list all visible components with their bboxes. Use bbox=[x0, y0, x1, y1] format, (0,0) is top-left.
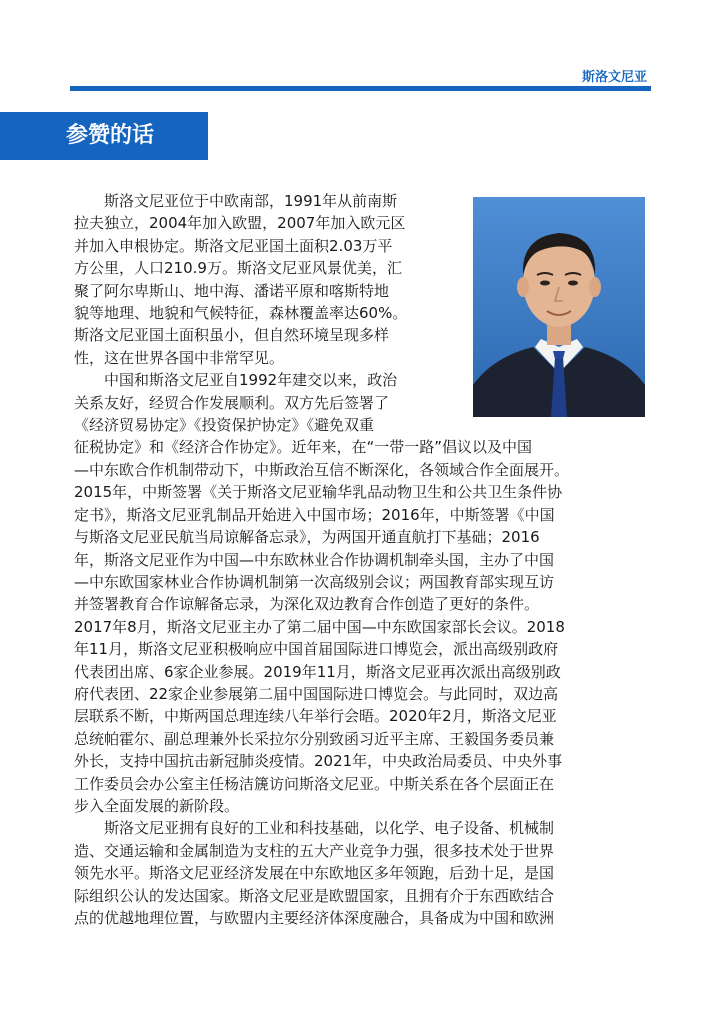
running-header-title: 斯洛文尼亚 bbox=[581, 70, 647, 85]
text-line: 聚了阿尔卑斯山、地中海、潘诺平原和喀斯特地 bbox=[74, 281, 390, 300]
text-line: 并签署教育合作谅解备忘录，为深化双边教育合作创造了更好的条件。 bbox=[74, 595, 540, 614]
text-line: 步入全面发展的新阶段。 bbox=[74, 796, 240, 815]
text-line: 年，斯洛文尼亚作为中国—中东欧林业合作协调机制牵头国，主办了中国 bbox=[74, 550, 555, 569]
text-line: 斯洛文尼亚位于中欧南部，1991年从前南斯 bbox=[104, 192, 398, 210]
text-line: 点的优越地理位置，与欧盟内主要经济体深度融合，具备成为中国和欧洲 bbox=[74, 909, 555, 927]
text-line: —中东欧国家林业合作协调机制第一次高级别会议；两国教育部实现互访 bbox=[74, 572, 555, 591]
text-line: 中国和斯洛文尼亚自1992年建交以来，政治 bbox=[104, 371, 398, 390]
text-line: 总统帕霍尔、副总理兼外长采拉尔分别致函习近平主席、王毅国务委员兼 bbox=[74, 729, 555, 748]
text-line: 2015年，中斯签署《关于斯洛文尼亚输华乳品动物卫生和公共卫生条件协 bbox=[74, 483, 563, 502]
text-line: 府代表团、22家企业参展第二届中国国际进口博览会。与此同时，双边高 bbox=[74, 684, 559, 703]
text-line: 斯洛文尼亚拥有良好的工业和科技基础，以化学、电子设备、机械制 bbox=[104, 819, 555, 838]
section-title-banner: 参赞的话 bbox=[0, 112, 208, 160]
text-line: 造、交通运输和金属制造为支柱的五大产业竞争力强，很多技术处于世界 bbox=[74, 841, 555, 860]
text-line: 并加入申根协定。斯洛文尼亚国土面积2.03万平 bbox=[74, 236, 393, 255]
text-line: 工作委员会办公室主任杨洁篪访问斯洛文尼亚。中斯关系在各个层面正在 bbox=[74, 774, 555, 793]
text-line: 斯洛文尼亚国土面积虽小，但自然环境呈现多样 bbox=[74, 326, 390, 345]
text-line: 与斯洛文尼亚民航当局谅解备忘录》，为两国开通直航打下基础；2016 bbox=[74, 528, 540, 547]
header-rule bbox=[70, 86, 651, 91]
text-line: 性，这在世界各国中非常罕见。 bbox=[74, 348, 285, 367]
article-body bbox=[74, 190, 652, 929]
text-line: 际组织公认的发达国家。斯洛文尼亚是欧盟国家，且拥有介于东西欧结合 bbox=[74, 886, 555, 905]
text-line: 拉夫独立，2004年加入欧盟，2007年加入欧元区 bbox=[74, 214, 406, 233]
text-line: 关系友好，经贸合作发展顺利。双方先后签署了 bbox=[74, 393, 390, 412]
text-line: 年11月，斯洛文尼亚积极响应中国首届国际进口博览会，派出高级别政府 bbox=[74, 640, 559, 659]
text-line: 《经济贸易协定》《投资保护协定》《避免双重 bbox=[74, 416, 375, 435]
text-line: 2017年8月，斯洛文尼亚主办了第二届中国—中东欧国家部长会议。2018 bbox=[74, 617, 565, 636]
text-line: 层联系不断，中斯两国总理连续八年举行会晤。2020年2月，斯洛文尼亚 bbox=[74, 707, 557, 726]
text-line: 领先水平。斯洛文尼亚经济发展在中东欧地区多年领跑，后劲十足，是国 bbox=[74, 864, 555, 883]
text-line: 代表团出席、6家企业参展。2019年11月，斯洛文尼亚再次派出高级别政 bbox=[74, 662, 561, 681]
text-line: 定书》，斯洛文尼亚乳制品开始进入中国市场；2016年，中斯签署《中国 bbox=[74, 505, 555, 524]
text-line: 外长，支持中国抗击新冠肺炎疫情。2021年，中央政治局委员、中央外事 bbox=[74, 752, 563, 771]
text-line: 方公里，人口210.9万。斯洛文尼亚风景优美，汇 bbox=[74, 259, 402, 278]
text-line: —中东欧合作机制带动下，中斯政治互信不断深化，各领域合作全面展开。 bbox=[74, 460, 570, 479]
text-line: 貌等地理、地貌和气候特征，森林覆盖率达60%。 bbox=[74, 304, 408, 323]
text-line: 征税协定》和《经济合作协定》。近年来，在“一带一路”倡议以及中国 bbox=[74, 438, 533, 457]
